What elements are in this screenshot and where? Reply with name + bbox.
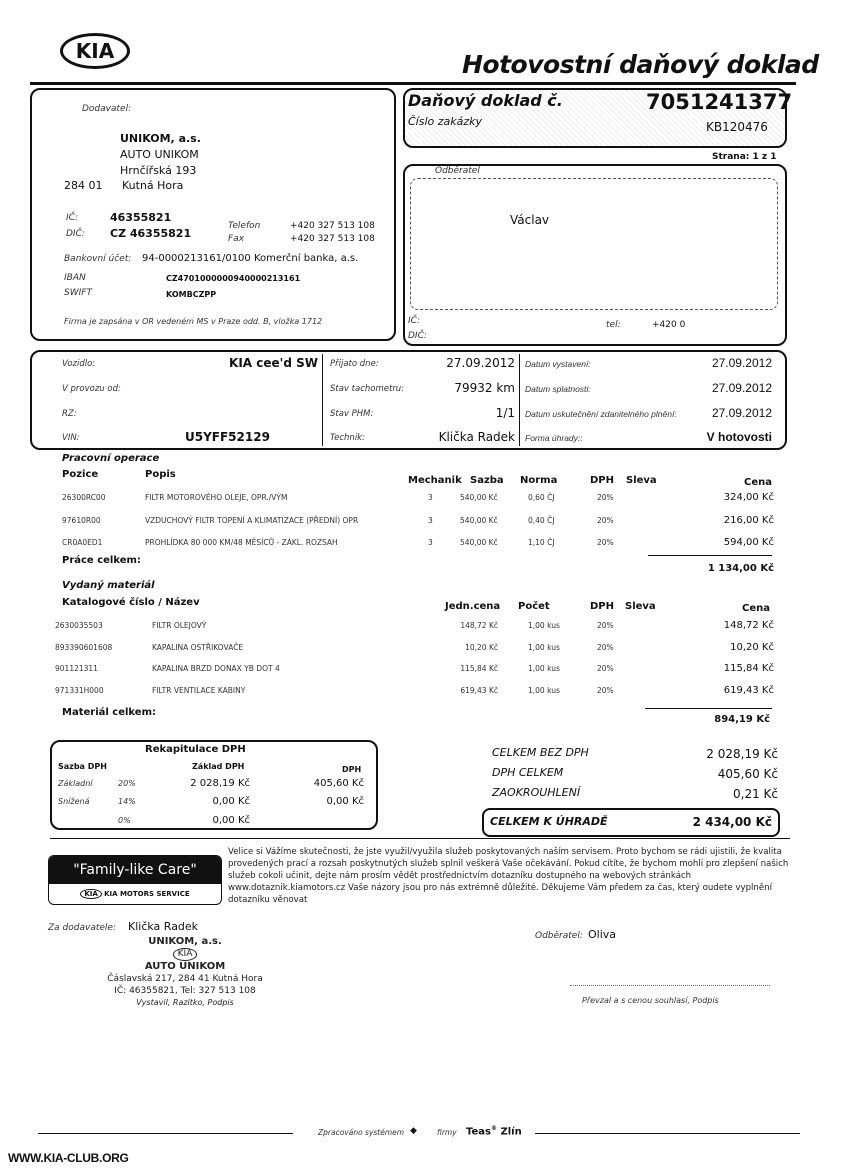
vat-row-rate: 0%: [118, 816, 131, 825]
accepted-label: Převzal a s cenou souhlasí, Podpis: [582, 996, 719, 1005]
col-sleva: Sleva: [625, 601, 656, 612]
vat-row-name: Základní: [58, 779, 93, 788]
labor-row-rate: 540,00 Kč: [460, 538, 498, 547]
processed-label: Zpracováno systémem: [318, 1128, 405, 1137]
vehicle-field-value: KIA cee'd SW: [229, 356, 318, 370]
material-row-name: KAPALINA BRZD DONAX YB DOT 4: [152, 664, 280, 673]
supplier-swift: KOMBCZPP: [166, 290, 217, 299]
labor-row-mech: 3: [428, 493, 433, 502]
stamp-name: AUTO UNIKOM: [144, 961, 226, 972]
labor-row-vat: 20%: [597, 493, 614, 502]
labor-total: 1 134,00 Kč: [707, 563, 774, 574]
net-label: CELKEM BEZ DPH: [492, 746, 589, 759]
issued-by-label: Vystavil, Razítko, Podpis: [136, 998, 234, 1007]
supplier-fax: +420 327 513 108: [290, 234, 375, 244]
firm-label: firmy: [437, 1128, 457, 1137]
vat-row-rate: 14%: [118, 797, 136, 806]
customer-ic-label: IČ:: [408, 316, 420, 326]
signature-dotted-line: [570, 985, 770, 986]
vehicle-field-label: Datum vystavení:: [525, 359, 591, 369]
supplier-city: Kutná Hora: [122, 179, 184, 192]
subtotal-rule: [648, 555, 772, 556]
rounding-label: ZAOKROUHLENÍ: [492, 786, 581, 799]
vehicle-field-label: Vozidlo:: [62, 359, 96, 369]
labor-row-desc: VZDUCHOVÝ FILTR TOPENÍ A KLIMATIZACE (PŘEDNÍ) OPR: [145, 516, 359, 525]
supplier-signer: Klička Radek: [128, 920, 199, 933]
amount-due: 2 434,00 Kč: [692, 815, 772, 829]
material-row-vat: 20%: [597, 686, 614, 695]
labor-row-price: 216,00 Kč: [723, 515, 774, 526]
material-row-price: 148,72 Kč: [723, 620, 774, 631]
material-row-unit-price: 10,20 Kč: [465, 643, 498, 652]
labor-row-norm: 0,60 ČJ: [528, 493, 555, 502]
col-dph: DPH: [342, 765, 362, 774]
material-row-code: 893390601608: [55, 643, 113, 652]
header-rule: [30, 82, 796, 85]
doc-number: 7051241377: [646, 90, 793, 114]
vehicle-field-value: Klička Radek: [438, 430, 515, 444]
customer-sign-label: Odběratel:: [535, 931, 583, 941]
vehicle-field-label: Datum splatnosti:: [525, 384, 591, 394]
col-dph: DPH: [590, 475, 614, 486]
material-row-qty: 1,00 kus: [528, 664, 560, 673]
material-row-qty: 1,00 kus: [528, 643, 560, 652]
supplier-sign-label: Za dodavatele:: [48, 923, 116, 933]
customer-label: Odběratel: [432, 166, 483, 176]
supplier-street: Hrnčířská 193: [120, 164, 197, 177]
labor-row-norm: 0,40 ČJ: [528, 516, 555, 525]
iban-label: IBAN: [64, 273, 86, 283]
labor-row-pos: 97610R00: [62, 516, 101, 525]
vat-row-name: Snížená: [58, 797, 90, 806]
swift-label: SWIFT: [64, 288, 92, 298]
labor-row-rate: 540,00 Kč: [460, 516, 498, 525]
kia-logo: [60, 33, 130, 69]
labor-title: Pracovní operace: [62, 453, 160, 464]
labor-row-desc: FILTR MOTOROVÉHO OLEJE, OPR./VÝM: [145, 493, 288, 502]
vat-row-rate: 20%: [118, 779, 136, 788]
site-watermark: WWW.KIA-CLUB.ORG: [8, 1151, 129, 1165]
vat-row-base: 0,00 Kč: [212, 796, 250, 807]
labor-row-price: 594,00 Kč: [723, 537, 774, 548]
material-total: 894,19 Kč: [714, 714, 770, 725]
vehicle-field-value: U5YFF52129: [185, 430, 270, 444]
doc-number-label: Daňový doklad č.: [408, 91, 563, 110]
col-sleva: Sleva: [626, 475, 657, 486]
vat-summary-title: Rekapitulace DPH: [145, 744, 246, 755]
col-katalog: Katalogové číslo / Název: [62, 597, 200, 608]
supplier-zip: 284 01: [64, 179, 103, 192]
material-row-name: FILTR VENTILACE KABINY: [152, 686, 246, 695]
col-mechanik: Mechanik: [408, 475, 462, 486]
labor-row-vat: 20%: [597, 538, 614, 547]
divider: [519, 354, 520, 446]
company-stamp: [95, 936, 275, 1009]
col-pocet: Počet: [518, 601, 550, 612]
customer-tel-label: tel:: [606, 320, 621, 330]
vehicle-field-label: Datum uskutečnění zdanitelného plnění:: [525, 409, 677, 419]
order-number: KB120476: [706, 120, 768, 134]
material-row-vat: 20%: [597, 621, 614, 630]
customer-signer: Oliva: [588, 928, 617, 941]
supplier-ic: 46355821: [110, 211, 172, 224]
col-zaklad-dph: Základ DPH: [192, 762, 245, 771]
teas-logo-icon: ◆: [410, 1126, 417, 1136]
tel-label: Telefon: [228, 221, 261, 231]
vehicle-field-value: 79932 km: [454, 381, 515, 395]
material-total-label: Materiál celkem:: [62, 707, 156, 718]
vehicle-field-value: V hotovosti: [706, 430, 772, 444]
col-cena: Cena: [744, 477, 772, 488]
vehicle-field-value: 27.09.2012: [711, 381, 772, 395]
kia-mini-logo: KIA: [80, 889, 101, 899]
material-row-code: 971331H000: [55, 686, 104, 695]
rule: [50, 838, 790, 839]
material-row-code: 2630035503: [55, 621, 103, 630]
customer-name: Václav: [510, 213, 550, 227]
vehicle-field-label: Stav PHM:: [330, 409, 374, 419]
material-row-price: 10,20 Kč: [730, 642, 774, 653]
col-jedn-cena: Jedn.cena: [445, 601, 501, 612]
vat-row-vat: 0,00 Kč: [326, 796, 364, 807]
labor-row-desc: PROHLÍDKA 80 000 KM/48 MĚSÍCŮ - ZÁKL. ROZSAH: [145, 538, 338, 547]
vendor-name: Teas® Zlín: [466, 1125, 522, 1138]
vat-total-label: DPH CELKEM: [492, 766, 564, 779]
divider: [322, 354, 323, 446]
material-row-price: 115,84 Kč: [723, 663, 774, 674]
customer-inner-frame: [410, 178, 778, 310]
vehicle-box: [30, 350, 787, 450]
supplier-iban: CZ4701000000940000213161: [166, 274, 301, 283]
material-row-name: KAPALINA OSTŘIKOVAČE: [152, 643, 244, 652]
vat-total: 405,60 Kč: [717, 767, 778, 781]
document-title: Hotovostní daňový doklad: [462, 50, 819, 79]
vendor: Teas: [466, 1126, 491, 1138]
subtotal-rule: [645, 708, 772, 709]
vat-row-base: 0,00 Kč: [212, 815, 250, 826]
footer-rule: [535, 1133, 800, 1134]
supplier-name: UNIKOM, a.s.: [120, 132, 201, 145]
col-norma: Norma: [520, 475, 558, 486]
material-row-vat: 20%: [597, 664, 614, 673]
labor-row-vat: 20%: [597, 516, 614, 525]
col-pozice: Pozice: [62, 469, 99, 480]
customer-dic-label: DIČ:: [408, 331, 427, 341]
col-sazba-dph: Sazba DPH: [58, 762, 107, 771]
material-row-unit-price: 619,43 Kč: [460, 686, 498, 695]
vehicle-field-label: VIN:: [62, 433, 80, 443]
dic-label: DIČ:: [66, 229, 85, 239]
order-label: Číslo zakázky: [408, 115, 483, 128]
ic-label: IČ:: [66, 213, 78, 223]
vehicle-field-value: 1/1: [495, 406, 515, 420]
care-brand-text: KIA MOTORS SERVICE: [104, 890, 190, 898]
rounding-value: 0,21 Kč: [733, 787, 778, 801]
vehicle-field-label: RZ:: [62, 409, 77, 419]
logo-text: KIA: [75, 39, 115, 63]
registry-note: Firma je zapsána v OR vedeném MS v Praze odd. B, vložka 1712: [64, 317, 323, 326]
care-message: Velice si Vážíme skutečnosti, že jste využil/využila služeb poskytovaných naším servisem. Proto bychom se rádi ujistili, že kvalita provedených prací a rozsah poskytnutých služeb splnil veškerá Vaše očekávání. Pokud cítíte, že bychom mohli pro zlepšení našich služeb cokoli učinit, dejte nám prosím vědět prostřednictvím dotazníku dostupného na webových stránkách www.dotaznik.kiamotors.cz Vaše názory jsou pro nás extrémně důležité. Děkujeme Vám předem za čas, který oudete vyplnění dotazníku věnovat: [228, 847, 789, 905]
labor-row-price: 324,00 Kč: [723, 492, 774, 503]
labor-row-mech: 3: [428, 516, 433, 525]
family-care-badge: [48, 855, 222, 905]
vehicle-field-label: Technik:: [330, 433, 365, 443]
col-dph: DPH: [590, 601, 614, 612]
bank-label: Bankovní účet:: [64, 254, 132, 264]
material-row-qty: 1,00 kus: [528, 621, 560, 630]
vat-row-base: 2 028,19 Kč: [190, 778, 250, 789]
care-slogan: "Family-like Care": [49, 856, 221, 884]
material-row-name: FILTR OLEJOVÝ: [152, 621, 207, 630]
supplier-box: [30, 88, 396, 341]
material-row-code: 901121311: [55, 664, 98, 673]
labor-row-norm: 1,10 ČJ: [528, 538, 555, 547]
supplier-tel: +420 327 513 108: [290, 221, 375, 231]
page-value: 1 z 1: [752, 152, 777, 162]
vehicle-field-value: 27.09.2012: [446, 356, 515, 370]
col-cena: Cena: [742, 603, 770, 614]
col-sazba: Sazba: [470, 475, 504, 486]
supplier-bank: 94-0000213161/0100 Komerční banka, a.s.: [142, 253, 359, 264]
material-row-price: 619,43 Kč: [723, 685, 774, 696]
customer-tel: +420 0: [652, 320, 686, 330]
stamp-company: UNIKOM, a.s.: [148, 936, 222, 947]
vehicle-field-label: V provozu od:: [62, 384, 121, 394]
vehicle-field-value: 27.09.2012: [711, 406, 772, 420]
supplier-dic: CZ 46355821: [110, 227, 192, 240]
amount-due-label: CELKEM K ÚHRADĚ: [490, 815, 608, 828]
page-label: Strana:: [712, 152, 750, 162]
vehicle-field-label: Přijato dne:: [330, 359, 379, 369]
vehicle-field-label: Stav tachometru:: [330, 384, 405, 394]
labor-row-pos: 26300RC00: [62, 493, 106, 502]
vehicle-field-value: 27.09.2012: [711, 356, 772, 370]
supplier-line2: AUTO UNIKOM: [120, 148, 199, 161]
material-title: Vydaný materiál: [62, 580, 155, 591]
labor-row-rate: 540,00 Kč: [460, 493, 498, 502]
material-row-vat: 20%: [597, 643, 614, 652]
care-brand: [49, 884, 221, 904]
labor-row-pos: CR0A0ED1: [62, 538, 103, 547]
col-popis: Popis: [145, 469, 176, 480]
vendor-city: Zlín: [500, 1126, 522, 1138]
page-indicator: [712, 152, 777, 162]
stamp-kia-logo: KIA: [173, 948, 198, 961]
vehicle-field-label: Forma úhrady::: [525, 433, 583, 443]
labor-total-label: Práce celkem:: [62, 555, 141, 566]
vat-row-vat: 405,60 Kč: [313, 778, 364, 789]
stamp-ic: IČ: 46355821, Tel: 327 513 108: [114, 986, 256, 996]
material-row-unit-price: 115,84 Kč: [460, 664, 498, 673]
stamp-address: Čáslavská 217, 284 41 Kutná Hora: [107, 974, 263, 984]
labor-row-mech: 3: [428, 538, 433, 547]
material-row-unit-price: 148,72 Kč: [460, 621, 498, 630]
material-row-qty: 1,00 kus: [528, 686, 560, 695]
net-total: 2 028,19 Kč: [706, 747, 778, 761]
supplier-label: Dodavatel:: [82, 104, 132, 114]
fax-label: Fax: [228, 234, 245, 244]
footer-rule: [38, 1133, 293, 1134]
